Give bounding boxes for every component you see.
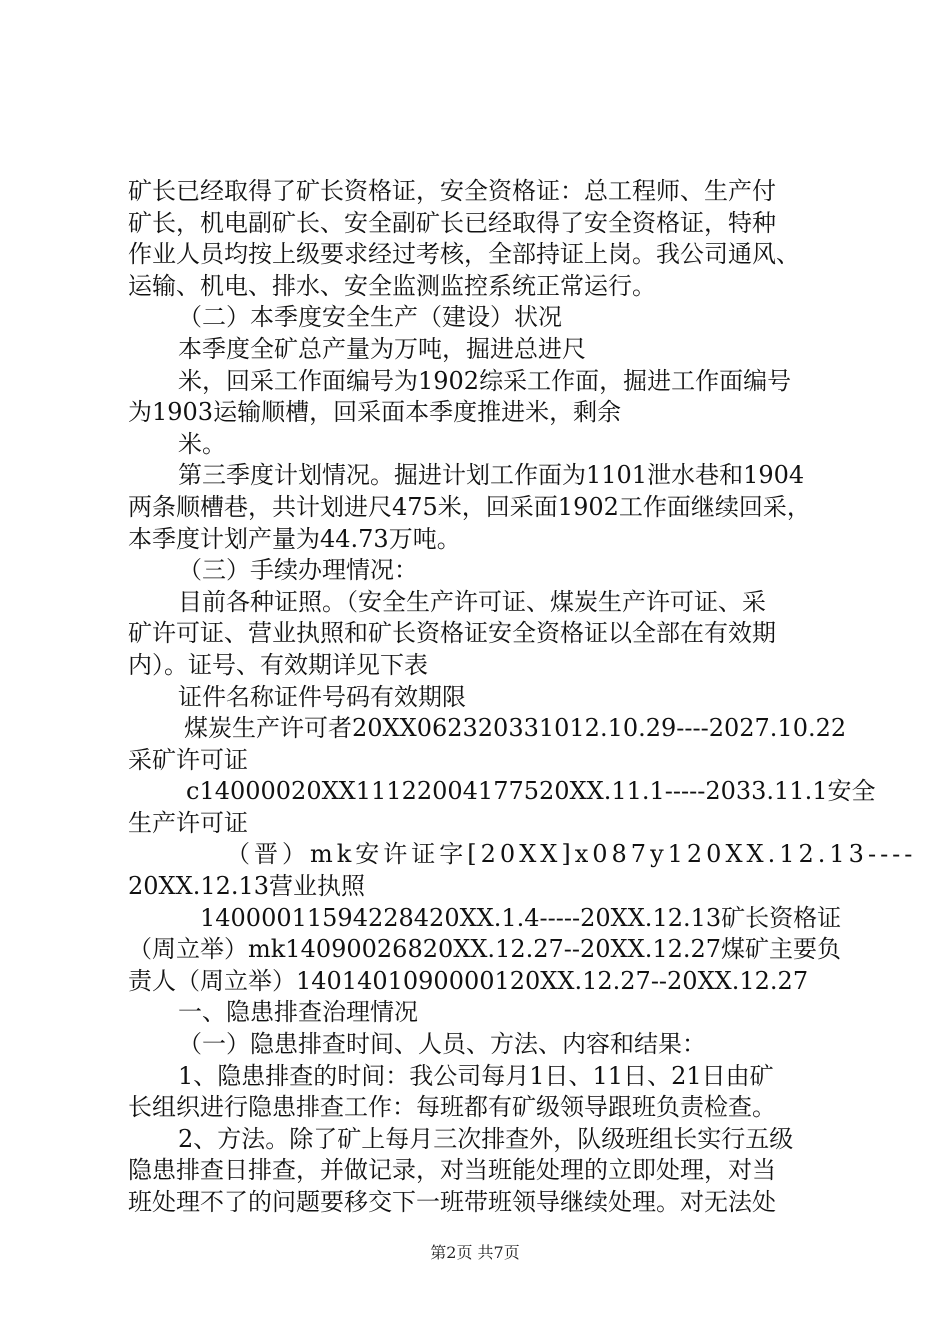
certificate-line: 20XX.12.13营业执照	[128, 872, 366, 901]
text-line: 本季度计划产量为44.73万吨。	[128, 524, 461, 553]
text-line: 运输、机电、排水、安全监测监控系统正常运行。	[128, 271, 656, 300]
section-heading: （三）手续办理情况：	[178, 556, 418, 585]
document-body	[128, 176, 917, 1219]
section-heading: （一）隐患排查时间、人员、方法、内容和结果：	[178, 1030, 706, 1059]
text-line: 作业人员均按上级要求经过考核，全部持证上岗。我公司通风、	[128, 240, 800, 269]
certificate-line: 采矿许可证	[128, 745, 248, 774]
text-line: 矿长已经取得了矿长资格证，安全资格证：总工程师、生产付	[128, 177, 776, 205]
text-line: 矿长，机电副矿长、安全副矿长已经取得了安全资格证，特种	[128, 208, 776, 237]
certificate-line: （周立举）mk14090026820XX.12.27--20XX.12.27煤矿主要负	[128, 935, 842, 964]
text-line: 班处理不了的问题要移交下一班带班领导继续处理。对无法处	[128, 1188, 776, 1216]
text-line: 米。	[178, 429, 226, 458]
page-footer: 第2页 共7页	[430, 1243, 520, 1262]
certificate-line: （晋）mk安许证字[20XX]x087y120XX.12.13----	[226, 840, 917, 869]
text-line: 内）。证号、有效期详见下表	[128, 650, 428, 679]
table-header-line: 证件名称证件号码有效期限	[178, 682, 466, 711]
text-line: 2、方法。除了矿上每月三次排查外，队级班组长实行五级	[178, 1124, 794, 1153]
text-line: 米，回采工作面编号为1902综采工作面，掘进工作面编号	[178, 366, 792, 395]
text-line: 长组织进行隐患排查工作：每班都有矿级领导跟班负责检查。	[128, 1093, 776, 1122]
certificate-line: 14000011594228420XX.1.4-----20XX.12.13矿长资格证	[200, 903, 842, 932]
certificate-line: 生产许可证	[128, 808, 248, 837]
text-line: 两条顺槽巷，共计划进尺475米，回采面1902工作面继续回采，	[128, 492, 811, 521]
text-line: 矿许可证、营业执照和矿长资格证安全资格证以全部在有效期	[128, 619, 776, 648]
text-line: 隐患排查日排查，并做记录，对当班能处理的立即处理，对当	[128, 1156, 776, 1185]
text-line: 本季度全矿总产量为万吨，掘进总进尺	[178, 334, 586, 363]
section-heading: （二）本季度安全生产（建设）状况	[178, 303, 562, 332]
text-line: 第三季度计划情况。掘进计划工作面为1101泄水巷和1904	[178, 461, 805, 490]
text-line: 为1903运输顺槽，回采面本季度推进米，剩余	[128, 398, 622, 427]
certificate-line: c14000020XX11122004177520XX.11.1-----2033.11.1安全	[186, 777, 876, 806]
text-line: 目前各种证照。（安全生产许可证、煤炭生产许可证、采	[178, 587, 766, 616]
text-line: 1、隐患排查的时间：我公司每月1日、11日、21日由矿	[178, 1061, 774, 1090]
section-heading: 一、隐患排查治理情况	[178, 998, 418, 1027]
certificate-line: 煤炭生产许可者20XX062320331012.10.29----2027.10.22	[184, 714, 847, 743]
certificate-line: 责人（周立举）1401401090000120XX.12.27--20XX.12.27	[128, 966, 809, 995]
